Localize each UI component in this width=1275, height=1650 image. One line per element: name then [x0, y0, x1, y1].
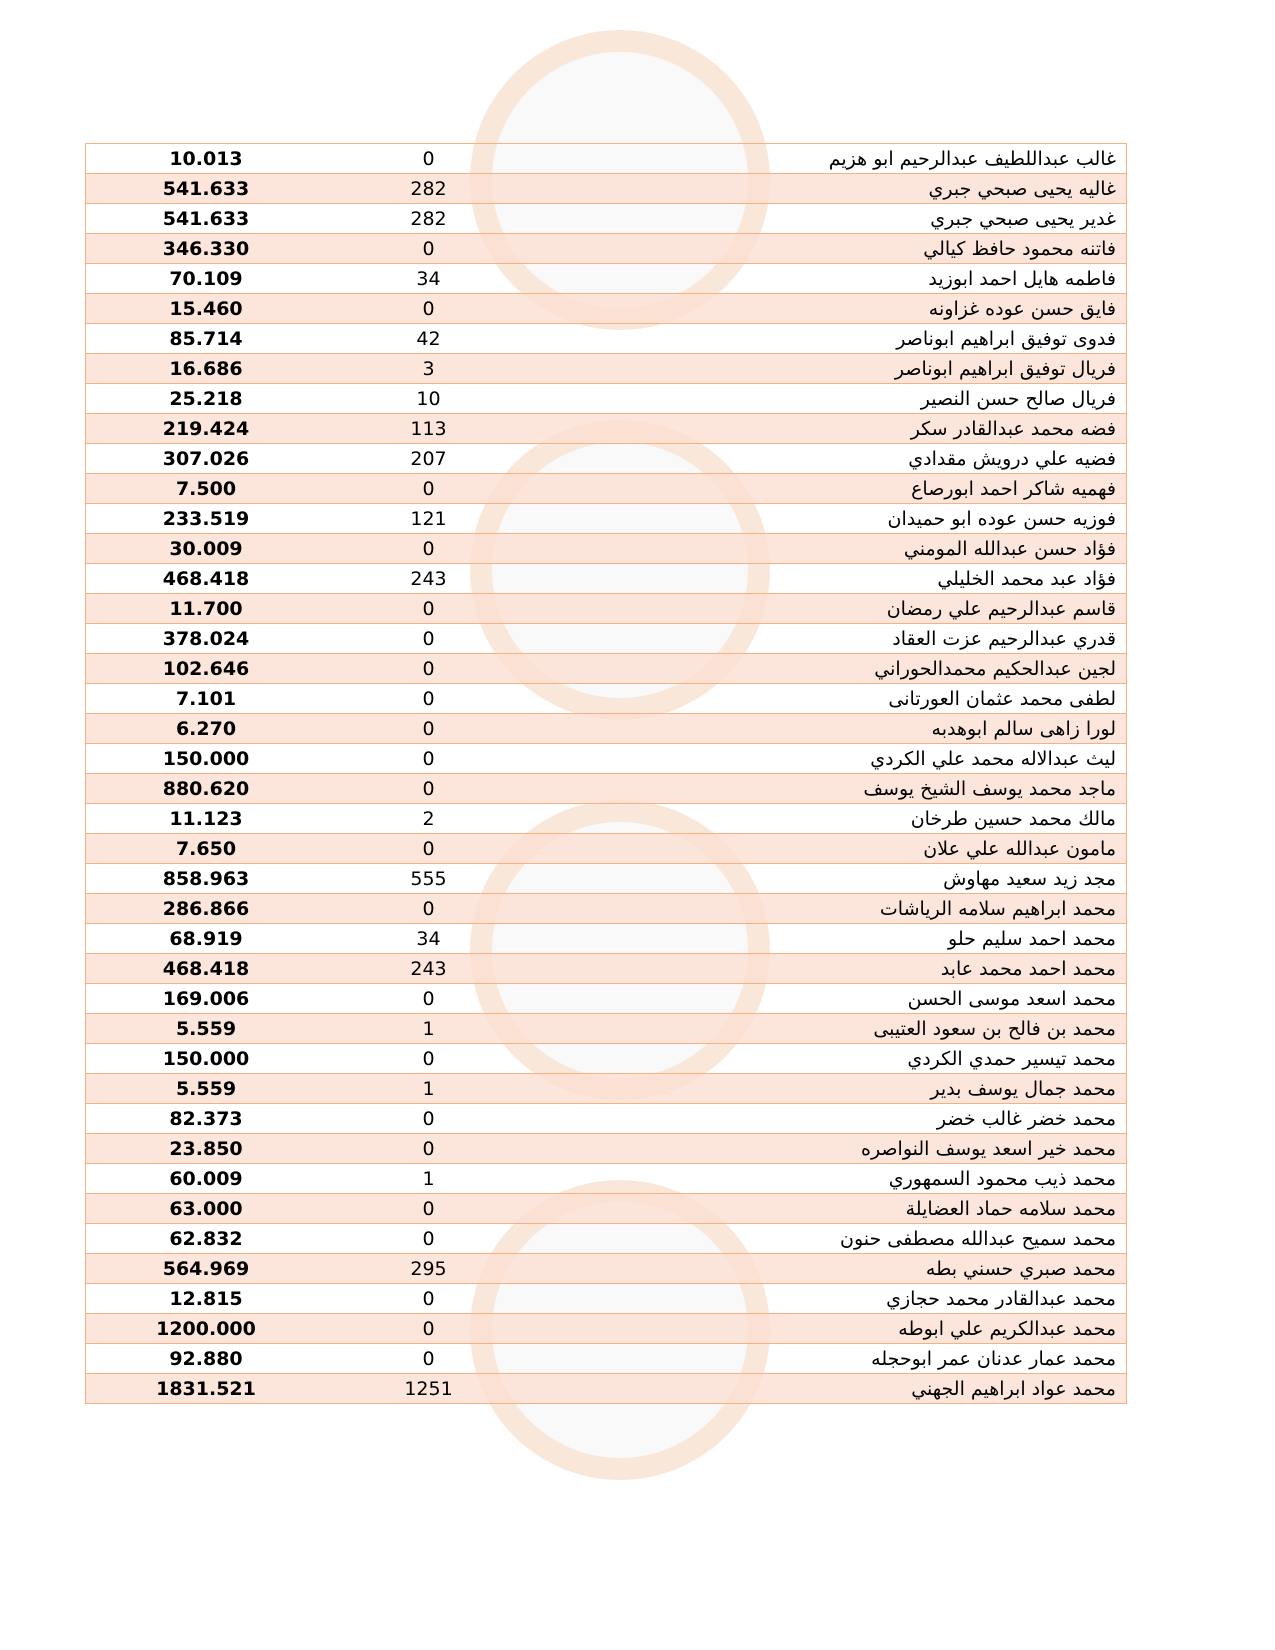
count-cell: 207 [326, 444, 531, 474]
table-row [86, 264, 1127, 294]
amount-cell: 15.460 [86, 294, 327, 324]
count-cell: 282 [326, 174, 531, 204]
name-cell: محمد خير اسعد يوسف النواصره [531, 1134, 1127, 1164]
name-cell: فاطمه هايل احمد ابوزيد [531, 264, 1127, 294]
name-cell: فدوى توفيق ابراهيم ابوناصر [531, 324, 1127, 354]
table-row [86, 384, 1127, 414]
amount-cell: 1200.000 [86, 1314, 327, 1344]
table-row [86, 714, 1127, 744]
amount-cell: 30.009 [86, 534, 327, 564]
table-row [86, 1134, 1127, 1164]
name-cell: لجين عبدالحكيم محمدالحوراني [531, 654, 1127, 684]
name-cell: قاسم عبدالرحيم علي رمضان [531, 594, 1127, 624]
count-cell: 243 [326, 954, 531, 984]
amount-cell: 378.024 [86, 624, 327, 654]
name-cell: محمد خضر غالب خضر [531, 1104, 1127, 1134]
name-cell: محمد عمار عدنان عمر ابوحجله [531, 1344, 1127, 1374]
amount-cell: 11.123 [86, 804, 327, 834]
count-cell: 243 [326, 564, 531, 594]
amount-cell: 6.270 [86, 714, 327, 744]
count-cell: 282 [326, 204, 531, 234]
count-cell: 0 [326, 1134, 531, 1164]
name-cell: غالب عبداللطيف عبدالرحيم ابو هزيم [531, 144, 1127, 174]
table-row [86, 564, 1127, 594]
name-cell: فريال صالح حسن النصير [531, 384, 1127, 414]
count-cell: 0 [326, 1224, 531, 1254]
amount-cell: 169.006 [86, 984, 327, 1014]
amount-cell: 1831.521 [86, 1374, 327, 1404]
count-cell: 0 [326, 1344, 531, 1374]
name-cell: مامون عبدالله علي علان [531, 834, 1127, 864]
amount-cell: 16.686 [86, 354, 327, 384]
name-cell: لورا زاهى سالم ابوهدبه [531, 714, 1127, 744]
count-cell: 10 [326, 384, 531, 414]
table-row [86, 504, 1127, 534]
table-row [86, 684, 1127, 714]
name-cell: فؤاد عبد محمد الخليلي [531, 564, 1127, 594]
name-cell: لطفى محمد عثمان العورتانى [531, 684, 1127, 714]
table-row [86, 1164, 1127, 1194]
name-cell: محمد ابراهيم سلامه الرياشات [531, 894, 1127, 924]
count-cell: 0 [326, 534, 531, 564]
table-row [86, 1344, 1127, 1374]
count-cell: 0 [326, 474, 531, 504]
table-row [86, 294, 1127, 324]
name-cell: فؤاد حسن عبدالله المومني [531, 534, 1127, 564]
count-cell: 1 [326, 1164, 531, 1194]
amount-cell: 12.815 [86, 1284, 327, 1314]
count-cell: 0 [326, 684, 531, 714]
name-cell: محمد عبدالكريم علي ابوطه [531, 1314, 1127, 1344]
table-row [86, 474, 1127, 504]
table-row [86, 414, 1127, 444]
name-cell: محمد عبدالقادر محمد حجازي [531, 1284, 1127, 1314]
count-cell: 295 [326, 1254, 531, 1284]
name-cell: محمد احمد محمد عابد [531, 954, 1127, 984]
name-cell: فوزيه حسن عوده ابو حميدان [531, 504, 1127, 534]
amount-cell: 11.700 [86, 594, 327, 624]
table-row [86, 834, 1127, 864]
table-row [86, 954, 1127, 984]
name-cell: فاتنه محمود حافظ كيالي [531, 234, 1127, 264]
count-cell: 0 [326, 294, 531, 324]
amount-cell: 62.832 [86, 1224, 327, 1254]
amount-cell: 468.418 [86, 954, 327, 984]
name-cell: محمد سميح عبدالله مصطفى حنون [531, 1224, 1127, 1254]
amount-cell: 7.101 [86, 684, 327, 714]
amount-cell: 307.026 [86, 444, 327, 474]
amount-cell: 102.646 [86, 654, 327, 684]
name-cell: فضيه علي درويش مقدادي [531, 444, 1127, 474]
count-cell: 1251 [326, 1374, 531, 1404]
table-row [86, 804, 1127, 834]
count-cell: 0 [326, 984, 531, 1014]
name-cell: غاليه يحيى صبحي جبري [531, 174, 1127, 204]
amount-cell: 10.013 [86, 144, 327, 174]
amount-cell: 85.714 [86, 324, 327, 354]
name-cell: ليث عبدالاله محمد علي الكردي [531, 744, 1127, 774]
table-row [86, 1194, 1127, 1224]
amount-cell: 63.000 [86, 1194, 327, 1224]
name-cell: مالك محمد حسين طرخان [531, 804, 1127, 834]
amount-cell: 541.633 [86, 204, 327, 234]
amount-cell: 7.500 [86, 474, 327, 504]
table-row [86, 1074, 1127, 1104]
count-cell: 113 [326, 414, 531, 444]
name-cell: فضه محمد عبدالقادر سكر [531, 414, 1127, 444]
amount-cell: 219.424 [86, 414, 327, 444]
count-cell: 1 [326, 1014, 531, 1044]
amount-cell: 5.559 [86, 1074, 327, 1104]
name-cell: فريال توفيق ابراهيم ابوناصر [531, 354, 1127, 384]
count-cell: 3 [326, 354, 531, 384]
count-cell: 0 [326, 834, 531, 864]
count-cell: 0 [326, 144, 531, 174]
count-cell: 555 [326, 864, 531, 894]
table-row [86, 444, 1127, 474]
name-cell: قدري عبدالرحيم عزت العقاد [531, 624, 1127, 654]
count-cell: 0 [326, 234, 531, 264]
table-row [86, 1014, 1127, 1044]
amount-cell: 150.000 [86, 744, 327, 774]
table-row [86, 1314, 1127, 1344]
count-cell: 0 [326, 1044, 531, 1074]
count-cell: 0 [326, 774, 531, 804]
table-row [86, 354, 1127, 384]
table-row [86, 174, 1127, 204]
amount-cell: 60.009 [86, 1164, 327, 1194]
count-cell: 0 [326, 894, 531, 924]
table-row [86, 924, 1127, 954]
name-cell: فهميه شاكر احمد ابورصاع [531, 474, 1127, 504]
count-cell: 0 [326, 594, 531, 624]
table-row [86, 144, 1127, 174]
amount-cell: 564.969 [86, 1254, 327, 1284]
count-cell: 0 [326, 714, 531, 744]
count-cell: 2 [326, 804, 531, 834]
table-row [86, 1104, 1127, 1134]
amount-cell: 468.418 [86, 564, 327, 594]
amount-cell: 541.633 [86, 174, 327, 204]
amount-cell: 5.559 [86, 1014, 327, 1044]
table-row [86, 1044, 1127, 1074]
name-cell: محمد عواد ابراهيم الجهني [531, 1374, 1127, 1404]
table-row [86, 1374, 1127, 1404]
name-cell: محمد تيسير حمدي الكردي [531, 1044, 1127, 1074]
name-cell: محمد ذيب محمود السمهوري [531, 1164, 1127, 1194]
table-row [86, 654, 1127, 684]
table-row [86, 864, 1127, 894]
count-cell: 0 [326, 744, 531, 774]
table-row [86, 324, 1127, 354]
amount-cell: 858.963 [86, 864, 327, 894]
amount-cell: 92.880 [86, 1344, 327, 1374]
name-cell: محمد جمال يوسف بدير [531, 1074, 1127, 1104]
count-cell: 0 [326, 1194, 531, 1224]
count-cell: 0 [326, 624, 531, 654]
data-table [85, 143, 1127, 1404]
table-row [86, 204, 1127, 234]
amount-cell: 880.620 [86, 774, 327, 804]
count-cell: 34 [326, 924, 531, 954]
table-row [86, 894, 1127, 924]
table-row [86, 1284, 1127, 1314]
table-row [86, 594, 1127, 624]
table-row [86, 774, 1127, 804]
count-cell: 121 [326, 504, 531, 534]
count-cell: 0 [326, 1104, 531, 1134]
count-cell: 42 [326, 324, 531, 354]
amount-cell: 23.850 [86, 1134, 327, 1164]
amount-cell: 346.330 [86, 234, 327, 264]
name-cell: محمد اسعد موسى الحسن [531, 984, 1127, 1014]
name-cell: ماجد محمد يوسف الشيخ يوسف [531, 774, 1127, 804]
count-cell: 0 [326, 654, 531, 684]
amount-cell: 233.519 [86, 504, 327, 534]
table-row [86, 624, 1127, 654]
table-row [86, 534, 1127, 564]
amount-cell: 70.109 [86, 264, 327, 294]
amount-cell: 82.373 [86, 1104, 327, 1134]
name-cell: محمد احمد سليم حلو [531, 924, 1127, 954]
count-cell: 34 [326, 264, 531, 294]
amount-cell: 25.218 [86, 384, 327, 414]
name-cell: محمد صبري حسني بطه [531, 1254, 1127, 1284]
table-row [86, 1254, 1127, 1284]
name-cell: مجد زيد سعيد مهاوش [531, 864, 1127, 894]
table-row [86, 744, 1127, 774]
count-cell: 0 [326, 1314, 531, 1344]
name-cell: غدير يحيى صبحي جبري [531, 204, 1127, 234]
name-cell: فايق حسن عوده غزاونه [531, 294, 1127, 324]
amount-cell: 150.000 [86, 1044, 327, 1074]
amount-cell: 286.866 [86, 894, 327, 924]
count-cell: 1 [326, 1074, 531, 1104]
amount-cell: 68.919 [86, 924, 327, 954]
table-row [86, 234, 1127, 264]
amount-cell: 7.650 [86, 834, 327, 864]
name-cell: محمد سلامه حماد العضايلة [531, 1194, 1127, 1224]
table-row [86, 1224, 1127, 1254]
name-cell: محمد بن فالح بن سعود العتيبى [531, 1014, 1127, 1044]
count-cell: 0 [326, 1284, 531, 1314]
table-row [86, 984, 1127, 1014]
